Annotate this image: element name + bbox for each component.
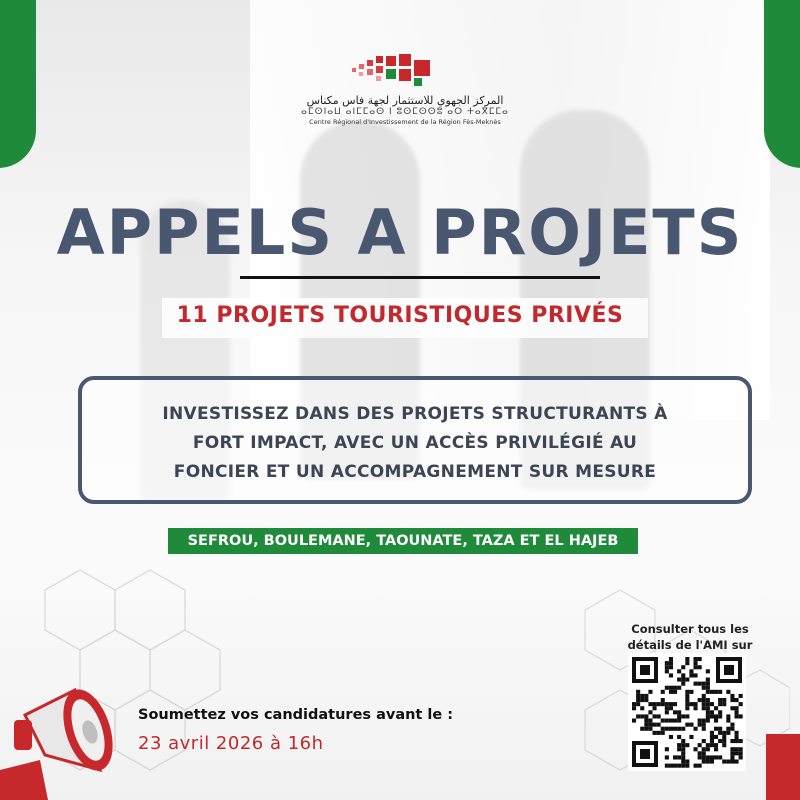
consult-line-1: Consulter tous les [631,622,749,636]
regions-banner: SEFROU, BOULEMANE, TAOUNATE, TAZA ET EL HAJEB [168,528,638,554]
corner-accent-left [0,0,36,168]
description-panel [78,376,752,504]
description-line-2: FORT IMPACT, AVEC UN ACCÈS PRIVILÉGIÉ AU [192,433,638,453]
subtitle: 11 PROJETS TOURISTIQUES PRIVÉS [176,303,624,328]
description-line-3: FONCIER ET UN ACCOMPAGNEMENT SUR MESURE [173,462,657,482]
headline-divider [240,276,600,279]
consult-text [625,621,755,653]
headline: APPELS A PROJETS [56,196,744,269]
logo-tifinagh-text: ⴰⵎⵙⵏⴰⵡ ⴰⵏⵎⵎⴰⵙ ⵏ ⵓⵙⵎⵙⵙⵓ ⴰⵔ ⵜⴰⴳⵎⵎⴰ [301,107,509,117]
qr-code-icon[interactable] [628,653,746,771]
logo-french-text: Centre Régional d'Investissement de la Région Fès-Meknès [309,118,501,126]
logo-mark-icon [350,52,460,90]
consult-line-2: détails de l'AMI sur [627,638,753,652]
corner-accent-bottom-right [766,734,800,800]
submit-label: Soumettez vos candidatures avant le : [138,707,454,723]
deadline-date: 23 avril 2026 à 16h [138,733,324,754]
cri-logo [300,52,510,152]
description-text [82,400,748,487]
description-line-1: INVESTISSEZ DANS DES PROJETS STRUCTURANTS À [162,404,668,424]
logo-arabic-text: المركز الجهوي للاستثمار لجهة فاس مكناس [306,94,504,107]
corner-accent-right [764,0,800,168]
megaphone-icon [0,660,140,800]
